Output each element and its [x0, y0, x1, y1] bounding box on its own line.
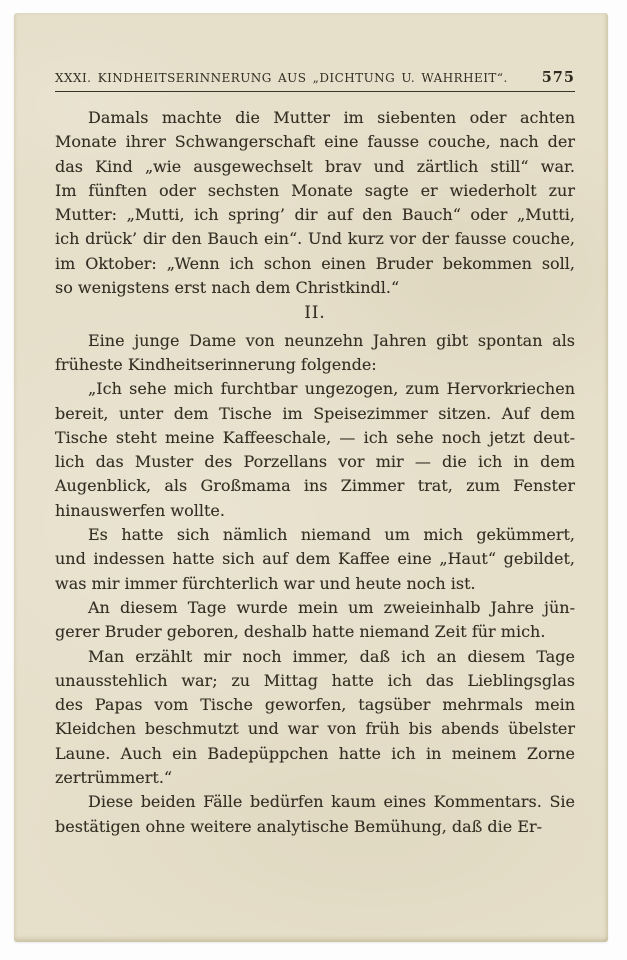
- text-line: früheste Kindheitserinnerung folgende:: [55, 354, 377, 374]
- text-line: Man erzählt mir noch immer, daß ich an diesem Tage: [88, 646, 575, 666]
- text-line: ich drück’ dir den Bauch ein“. Und kurz vor der fausse couche,: [55, 229, 575, 249]
- text-line: bereit, unter dem Tische im Speisezimmer sitzen. Auf dem: [55, 403, 575, 423]
- text-line: was mir immer fürchterlich war und heute noch ist.: [55, 573, 476, 593]
- section-heading: II.: [304, 303, 326, 323]
- text-line: im Oktober: „Wenn ich schon einen Bruder bekommen soll,: [55, 253, 575, 273]
- text-line: Eine junge Dame von neunzehn Jahren gibt spontan als: [88, 330, 575, 350]
- text-line: des Papas vom Tische geworfen, tagsüber mehrmals mein: [55, 695, 575, 715]
- text-line: bestätigen ohne weitere analytische Bemühung, daß die Er-: [55, 816, 543, 836]
- text-line: das Kind „wie ausgewechselt brav und zärtlich still“ war.: [55, 156, 575, 176]
- text-line: Augenblick, als Großmama ins Zimmer trat, zum Fenster: [55, 476, 575, 496]
- text-line: Damals machte die Mutter im siebenten oder achten: [88, 108, 575, 127]
- text-line: Tische steht meine Kaffeeschale, — ich sehe noch jetzt deut-: [55, 427, 575, 447]
- text-body: [55, 106, 575, 839]
- header-title: XXXI. KINDHEITSERINNERUNG AUS „DICHTUNG U. WAHRHEIT“.: [55, 71, 508, 85]
- text-line: lich das Muster des Porzellans vor mir — die ich in dem: [55, 452, 575, 472]
- page-content: [55, 13, 575, 839]
- text-line: und indessen hatte sich auf dem Kaffee eine „Haut“ gebildet,: [55, 549, 575, 569]
- text-line: Monate ihrer Schwangerschaft eine fausse couche, nach der: [55, 132, 575, 152]
- text-line: so wenigstens erst nach dem Christkindl.“: [55, 278, 400, 298]
- text-line: „Ich sehe mich furchtbar ungezogen, zum Hervorkriechen: [88, 379, 575, 399]
- text-line: Mutter: „Mutti, ich spring’ dir auf den Bauch“ oder „Mutti,: [55, 205, 575, 225]
- text-line: gerer Bruder geboren, deshalb hatte niemand Zeit für mich.: [55, 622, 546, 642]
- page-number: 575: [541, 69, 575, 86]
- text-line: Kleidchen beschmutzt und war von früh bis abends übelster: [55, 719, 575, 739]
- text-line: Laune. Auch ein Badepüppchen hatte ich in meinem Zorne: [55, 743, 575, 763]
- running-header: [55, 69, 575, 92]
- text-line: hinauswerfen wollte.: [55, 500, 225, 520]
- text-line: An diesem Tage wurde mein um zweieinhalb Jahre jün-: [88, 597, 575, 617]
- text-line: unausstehlich war; zu Mittag hatte ich das Lieblingsglas: [55, 670, 575, 690]
- text-line: Im fünften oder sechsten Monate sagte er wiederholt zur: [55, 180, 575, 200]
- text-line: Es hatte sich nämlich niemand um mich gekümmert,: [88, 525, 575, 545]
- text-line: zertrümmert.“: [55, 768, 173, 788]
- book-page: [14, 13, 608, 942]
- text-line: Diese beiden Fälle bedürfen kaum eines Kommentars. Sie: [88, 792, 575, 812]
